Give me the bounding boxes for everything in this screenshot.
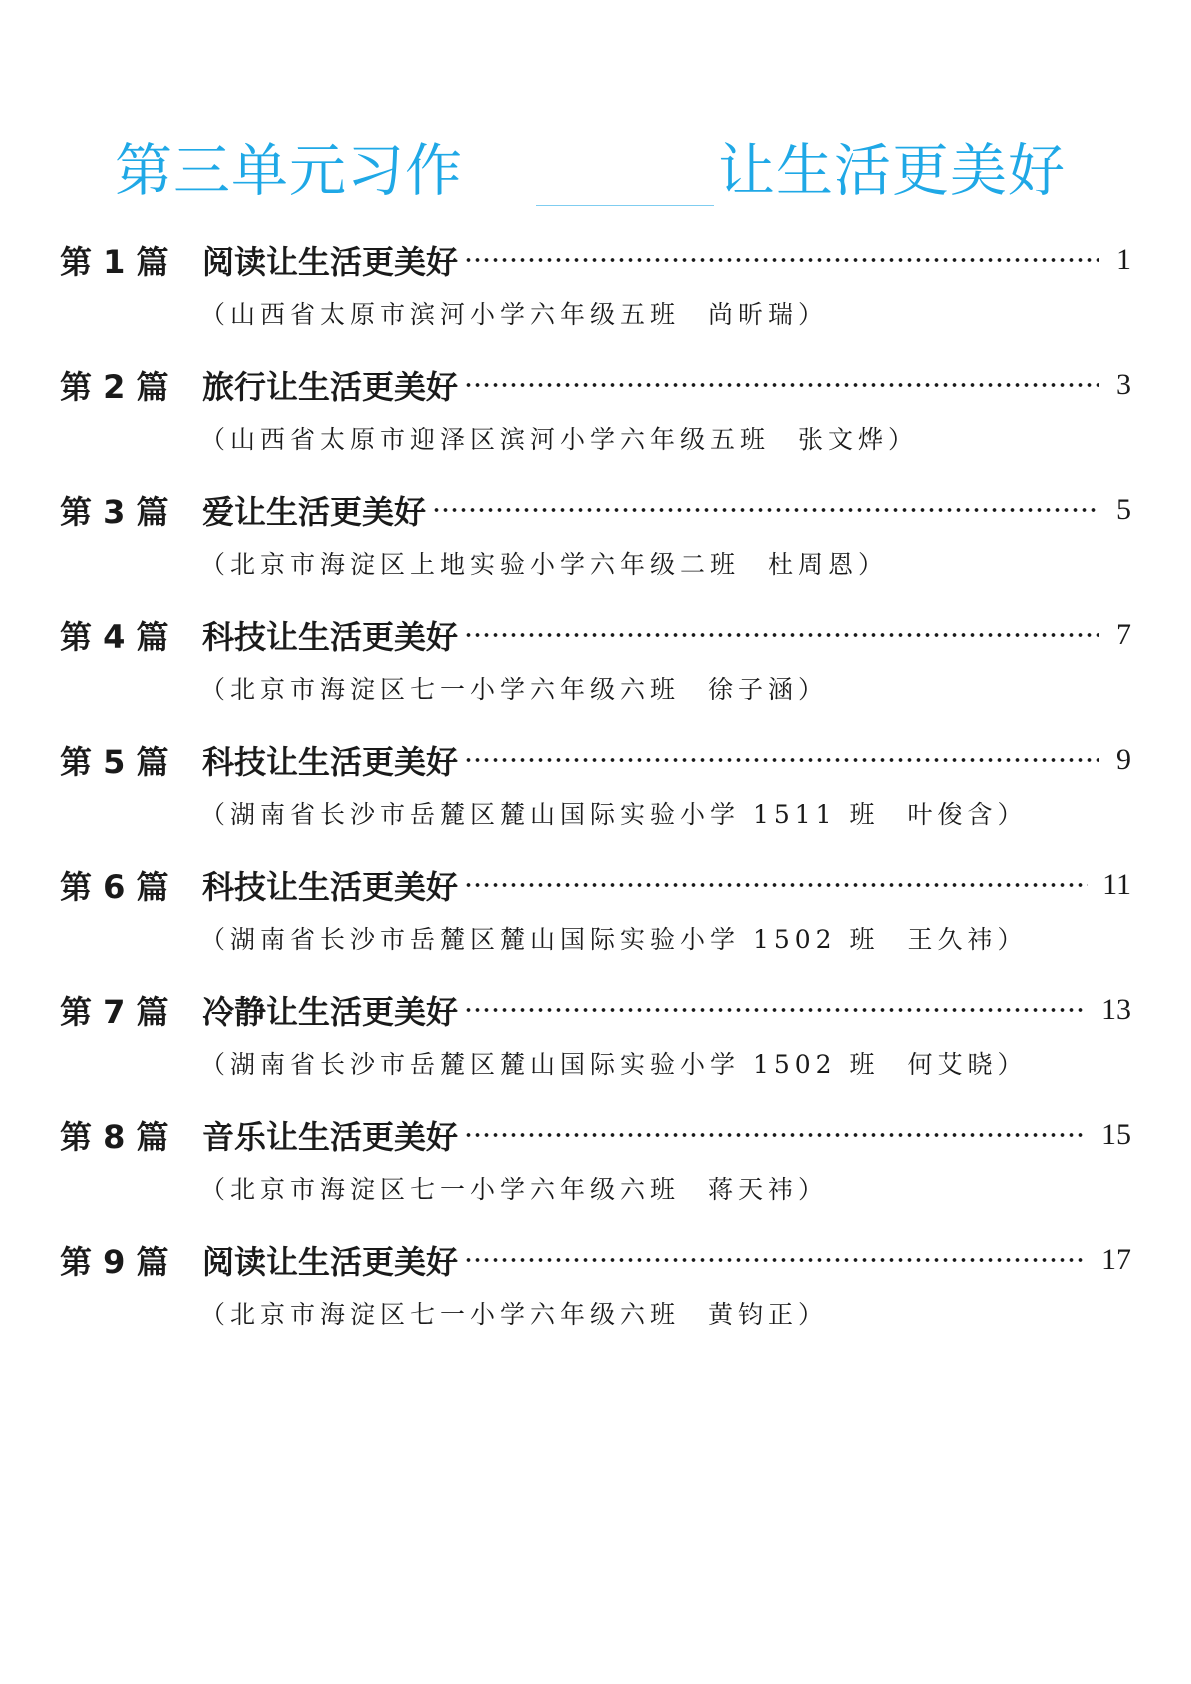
author-info <box>200 545 888 585</box>
toc-entry-row[interactable] <box>60 235 1131 285</box>
school-info: （北京市海淀区七一小学六年级六班 <box>200 1300 681 1329</box>
author-info <box>200 795 1028 835</box>
dot-leader <box>464 257 1099 263</box>
school-info: （湖南省长沙市岳麓区麓山国际实验小学 1511 班 <box>200 800 880 829</box>
school-info: （湖南省长沙市岳麓区麓山国际实验小学 1502 班 <box>200 1050 880 1079</box>
page-header <box>0 138 1191 218</box>
entry-title[interactable]: 阅读让生活更美好 <box>202 243 459 281</box>
chapter-number: 第 4 篇 <box>60 618 169 656</box>
toc-entry-row[interactable] <box>60 360 1131 410</box>
page-number: 15 <box>1101 1118 1131 1151</box>
entry-title[interactable]: 旅行让生活更美好 <box>202 368 459 406</box>
entry-title[interactable]: 科技让生活更美好 <box>202 743 459 781</box>
author-info <box>200 295 828 335</box>
author-name: 蒋天祎） <box>708 1175 829 1204</box>
author-name: 徐子涵） <box>708 675 829 704</box>
toc-entry[interactable] <box>0 235 1191 360</box>
entry-title[interactable]: 科技让生活更美好 <box>202 618 459 656</box>
author-name: 张文烨） <box>798 425 919 454</box>
dot-leader <box>464 632 1099 638</box>
toc-entry[interactable] <box>0 985 1191 1110</box>
entry-title[interactable]: 音乐让生活更美好 <box>202 1118 459 1156</box>
page-number: 1 <box>1116 243 1131 276</box>
toc-entry-row[interactable] <box>60 985 1131 1035</box>
toc-entry[interactable] <box>0 485 1191 610</box>
chapter-number: 第 3 篇 <box>60 493 169 531</box>
school-info: （北京市海淀区上地实验小学六年级二班 <box>200 550 741 579</box>
author-name: 王久祎） <box>907 925 1028 954</box>
author-info <box>200 670 828 710</box>
chapter-number: 第 5 篇 <box>60 743 169 781</box>
entry-title[interactable]: 冷静让生活更美好 <box>202 993 459 1031</box>
chapter-number: 第 7 篇 <box>60 993 169 1031</box>
entry-title[interactable]: 爱让生活更美好 <box>202 493 427 531</box>
toc-entry[interactable] <box>0 1110 1191 1235</box>
toc-entry[interactable] <box>0 360 1191 485</box>
page-number: 3 <box>1116 368 1131 401</box>
author-info <box>200 1045 1028 1085</box>
toc-entry-row[interactable] <box>60 1235 1131 1285</box>
school-info: （北京市海淀区七一小学六年级六班 <box>200 1175 681 1204</box>
unit-title: 第三单元习作 <box>115 138 463 204</box>
dot-leader <box>464 1007 1087 1013</box>
page-number: 11 <box>1102 868 1131 901</box>
author-name: 叶俊含） <box>907 800 1028 829</box>
school-info: （湖南省长沙市岳麓区麓山国际实验小学 1502 班 <box>200 925 880 954</box>
dot-leader <box>464 882 1088 888</box>
toc-entry-row[interactable] <box>60 1110 1131 1160</box>
page-number: 7 <box>1116 618 1131 651</box>
dot-leader <box>464 382 1099 388</box>
toc-entry-row[interactable] <box>60 485 1131 535</box>
author-name: 何艾晓） <box>907 1050 1028 1079</box>
title-underline <box>536 205 714 206</box>
chapter-number: 第 2 篇 <box>60 368 169 406</box>
toc-entry[interactable] <box>0 1235 1191 1360</box>
author-name: 黄钧正） <box>708 1300 829 1329</box>
page-number: 9 <box>1116 743 1131 776</box>
author-info <box>200 1295 828 1335</box>
dot-leader <box>464 1257 1087 1263</box>
chapter-number: 第 8 篇 <box>60 1118 169 1156</box>
table-of-contents <box>0 235 1191 1360</box>
entry-title[interactable]: 科技让生活更美好 <box>202 868 459 906</box>
page-number: 17 <box>1101 1243 1131 1276</box>
chapter-number: 第 6 篇 <box>60 868 169 906</box>
page-number: 5 <box>1116 493 1131 526</box>
chapter-number: 第 1 篇 <box>60 243 169 281</box>
toc-entry-row[interactable] <box>60 735 1131 785</box>
author-info <box>200 1170 828 1210</box>
entry-title[interactable]: 阅读让生活更美好 <box>202 1243 459 1281</box>
theme-title: 让生活更美好 <box>718 138 1066 204</box>
chapter-number: 第 9 篇 <box>60 1243 169 1281</box>
school-info: （山西省太原市滨河小学六年级五班 <box>200 300 681 329</box>
author-name: 尚昕瑞） <box>708 300 829 329</box>
toc-entry-row[interactable] <box>60 860 1131 910</box>
toc-entry[interactable] <box>0 610 1191 735</box>
author-info <box>200 920 1028 960</box>
dot-leader <box>464 757 1099 763</box>
school-info: （北京市海淀区七一小学六年级六班 <box>200 675 681 704</box>
toc-entry[interactable] <box>0 860 1191 985</box>
toc-entry[interactable] <box>0 735 1191 860</box>
page-number: 13 <box>1101 993 1131 1026</box>
school-info: （山西省太原市迎泽区滨河小学六年级五班 <box>200 425 771 454</box>
dot-leader <box>464 1132 1087 1138</box>
dot-leader <box>432 507 1099 513</box>
author-name: 杜周恩） <box>768 550 889 579</box>
author-info <box>200 420 918 460</box>
toc-entry-row[interactable] <box>60 610 1131 660</box>
